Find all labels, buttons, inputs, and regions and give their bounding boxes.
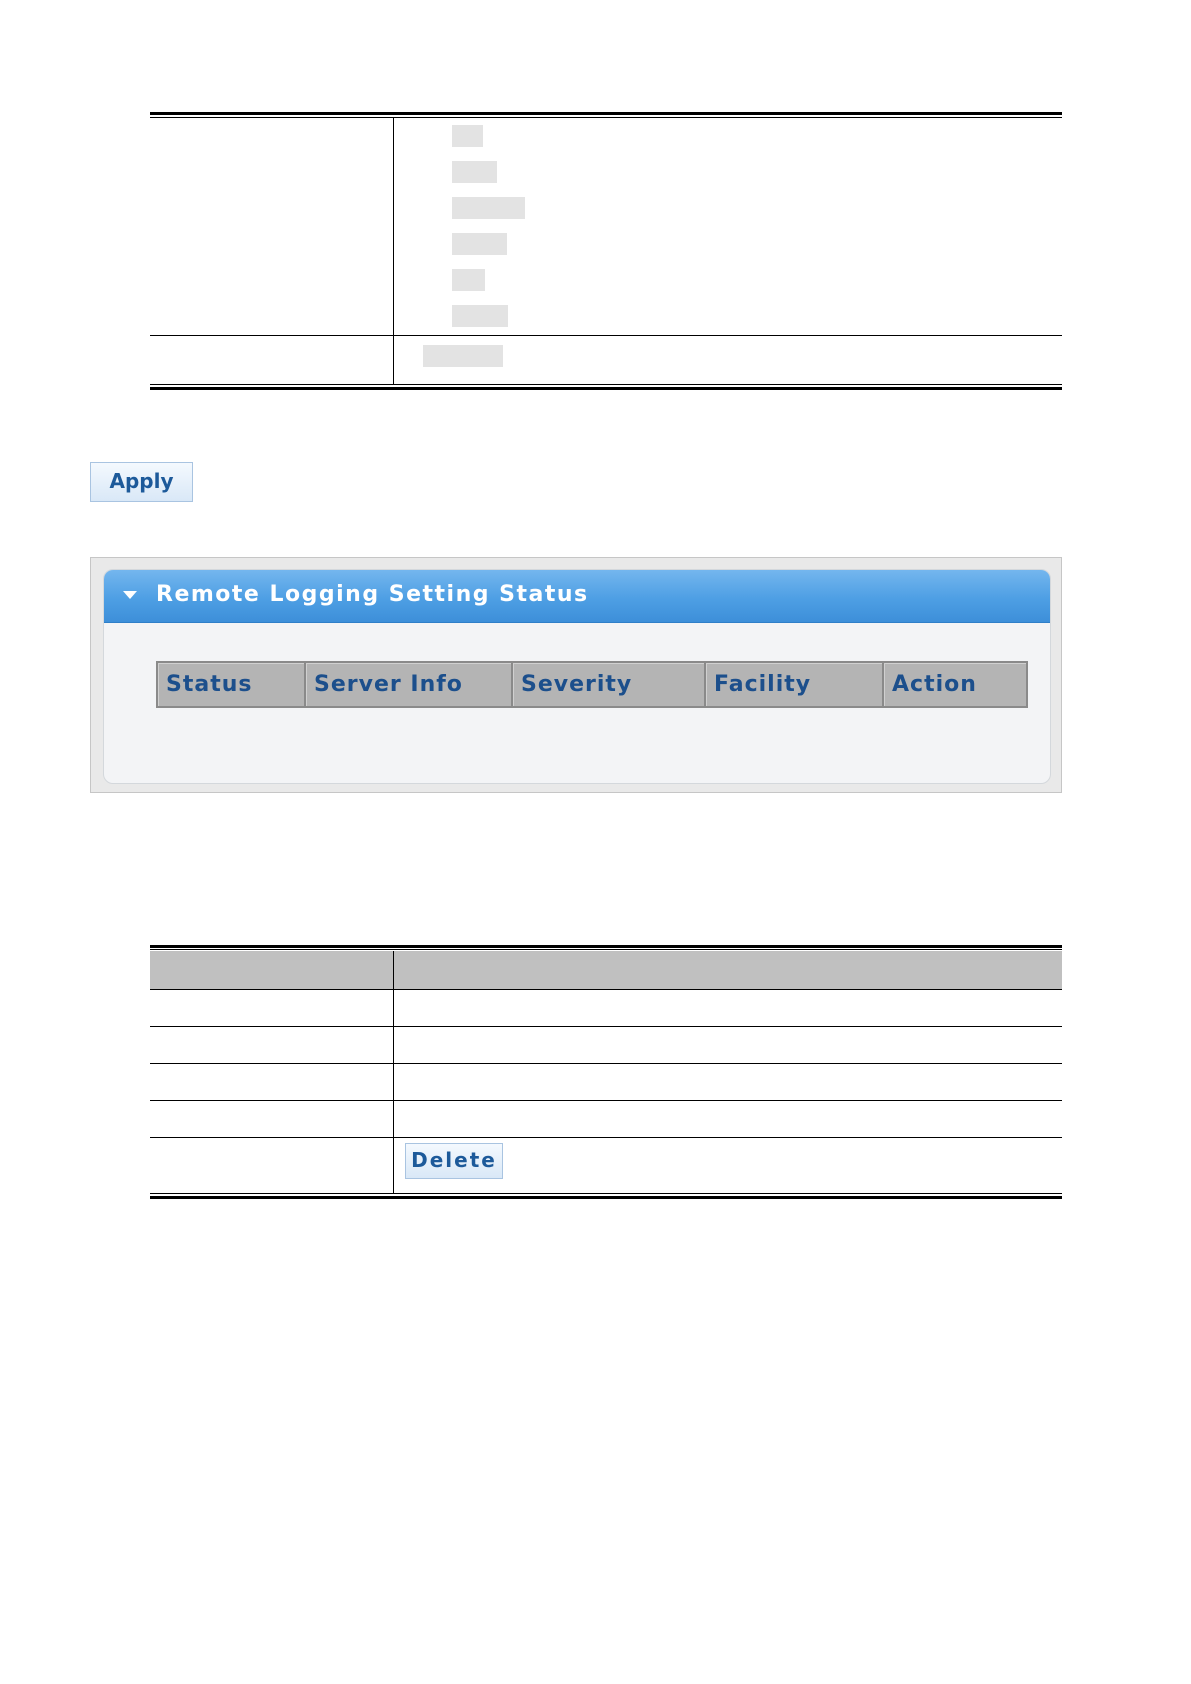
column-header-severity: Severity	[513, 663, 706, 706]
column-header-status: Status	[158, 663, 306, 706]
table-row-divider	[150, 1137, 1062, 1138]
redacted-option	[452, 305, 508, 327]
redacted-option	[452, 269, 485, 291]
table-bottom-rule-thin	[150, 384, 1062, 385]
table-bottom-rule	[150, 1196, 1062, 1199]
redacted-option	[452, 233, 507, 255]
table-row-divider	[150, 1100, 1062, 1101]
table-top-rule	[150, 112, 1062, 115]
table-top-rule-thin	[150, 949, 1062, 950]
table-bottom-rule	[150, 387, 1062, 390]
table-row-divider	[150, 1026, 1062, 1027]
column-header-action: Action	[884, 663, 1026, 706]
panel-header[interactable]	[104, 570, 1050, 623]
remote-logging-status-table	[156, 661, 1028, 708]
table-top-rule-thin	[150, 117, 1062, 118]
table-header-divider	[150, 989, 1062, 990]
apply-button[interactable]: Apply	[90, 462, 193, 502]
redacted-option	[452, 197, 525, 219]
table-top-rule	[150, 945, 1062, 948]
redacted-value	[423, 345, 503, 367]
column-header-server-info: Server Info	[306, 663, 513, 706]
redacted-option	[452, 125, 483, 147]
table-bottom-rule-thin	[150, 1193, 1062, 1194]
table-column-divider	[393, 118, 394, 384]
table-row-divider	[150, 1063, 1062, 1064]
delete-button[interactable]: Delete	[405, 1143, 503, 1179]
redacted-option	[452, 161, 497, 183]
caret-down-icon[interactable]	[123, 591, 137, 599]
table-column-divider	[393, 951, 394, 1193]
table-row-divider	[150, 335, 1062, 336]
panel-title: Remote Logging Setting Status	[156, 582, 589, 607]
column-header-facility: Facility	[706, 663, 884, 706]
table-header-row	[150, 951, 1062, 989]
